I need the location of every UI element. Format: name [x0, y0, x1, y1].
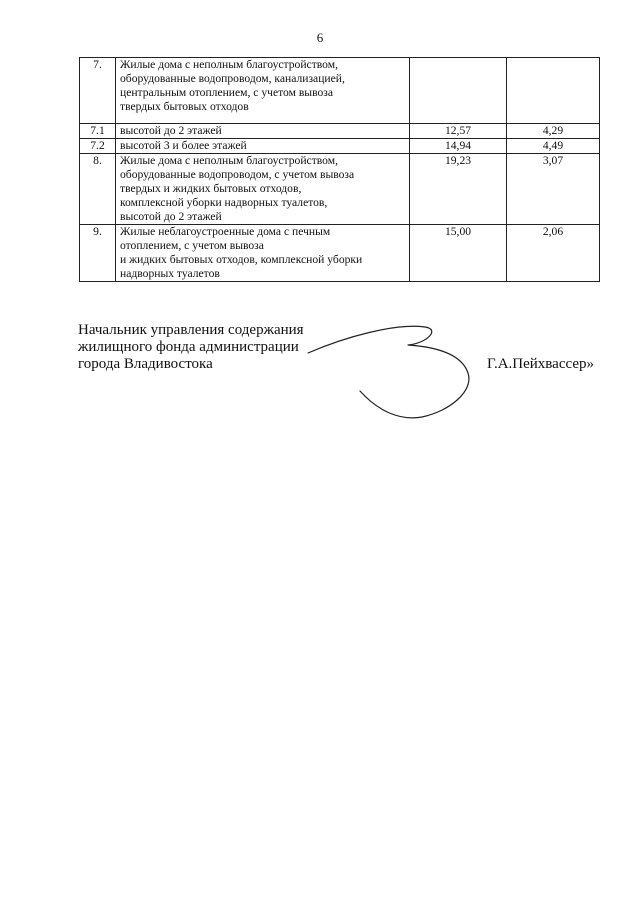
- tariff-table: [79, 57, 600, 282]
- row-number: 7.2: [80, 139, 116, 154]
- row-description: Жилые дома с неполным благоустройством, оборудованные водопроводом, канализацией, центральным отоплением, с учетом вывоза твердых бытовых отходов: [116, 58, 410, 124]
- table-row: [80, 154, 600, 225]
- row-number: 7.1: [80, 124, 116, 139]
- row-value-1: [410, 58, 507, 124]
- table-row: [80, 139, 600, 154]
- row-value-1: 14,94: [410, 139, 507, 154]
- row-description: Жилые неблагоустроенные дома с печным отоплением, с учетом вывоза и жидких бытовых отходов, комплексной уборки надворных туалетов: [116, 225, 410, 282]
- row-value-1: 12,57: [410, 124, 507, 139]
- table-row: [80, 58, 600, 124]
- table-row: [80, 225, 600, 282]
- row-value-1: 19,23: [410, 154, 507, 225]
- row-value-2: 3,07: [507, 154, 600, 225]
- row-value-2: 4,49: [507, 139, 600, 154]
- row-description: высотой 3 и более этажей: [116, 139, 410, 154]
- row-number: 9.: [80, 225, 116, 282]
- signatory-position: Начальник управления содержания жилищного фонда администрации города Владивостока: [78, 322, 304, 372]
- signatory-name: Г.А.Пейхвассер»: [486, 356, 594, 372]
- row-value-2: 4,29: [507, 124, 600, 139]
- row-number: 7.: [80, 58, 116, 124]
- row-description: Жилые дома с неполным благоустройством, оборудованные водопроводом, с учетом вывоза твердых и жидких бытовых отходов, комплексной уборки надворных туалетов, высотой до 2 этажей: [116, 154, 410, 225]
- page-number: 6: [316, 30, 324, 45]
- row-description: высотой до 2 этажей: [116, 124, 410, 139]
- row-value-1: 15,00: [410, 225, 507, 282]
- table-row: [80, 124, 600, 139]
- handwritten-signature: [300, 315, 500, 425]
- row-number: 8.: [80, 154, 116, 225]
- row-value-2: 2,06: [507, 225, 600, 282]
- row-value-2: [507, 58, 600, 124]
